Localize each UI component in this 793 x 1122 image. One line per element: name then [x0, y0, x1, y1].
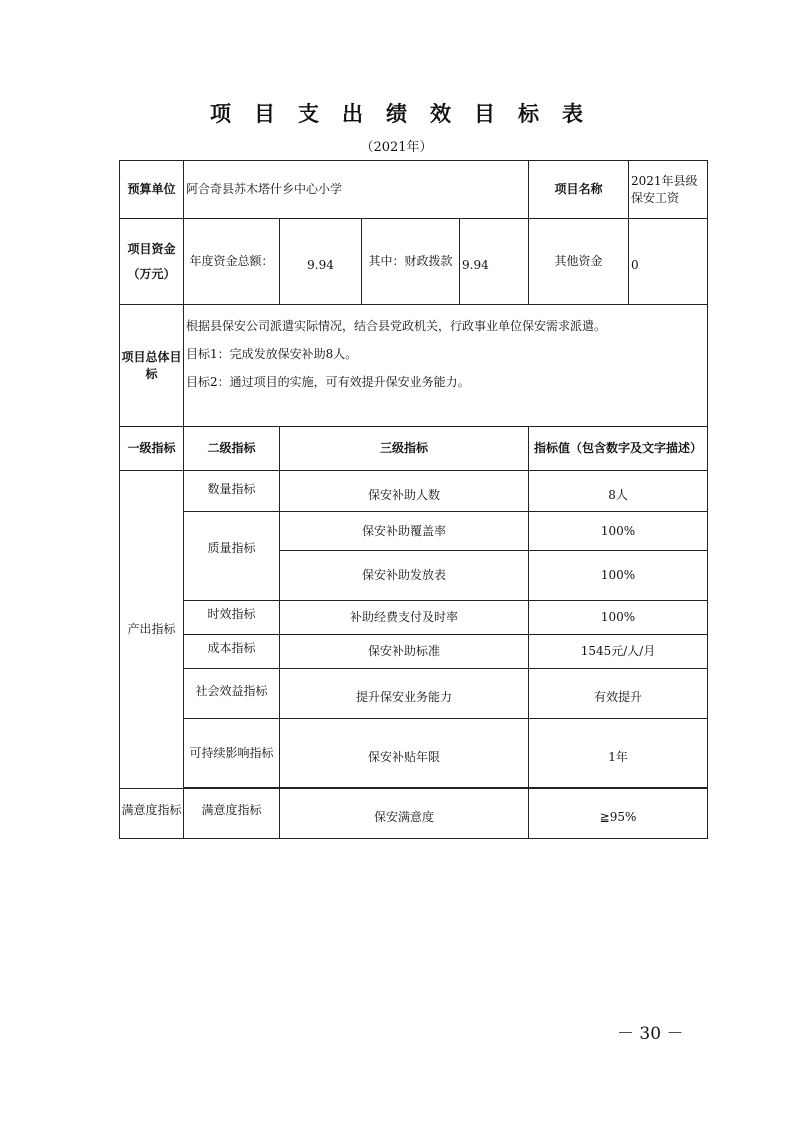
indicator-level2: 可持续影响指标	[184, 719, 280, 788]
goal-line: 目标2：通过项目的实施，可有效提升保安业务能力。	[186, 375, 470, 390]
table-year: （2021年）	[360, 140, 433, 155]
indicator-value: 1年	[529, 719, 708, 788]
funds-label	[120, 219, 184, 305]
indicator-level2: 时效指标	[184, 601, 280, 635]
page-title: 项目支出绩效目标表	[210, 102, 606, 126]
other-funds-value: 0	[629, 219, 708, 305]
indicator-level2: 成本指标	[184, 635, 280, 669]
header-value: 指标值（包含数字及文字描述）	[529, 427, 708, 471]
indicator-value: 有效提升	[529, 669, 708, 719]
project-name-label: 项目名称	[529, 161, 629, 219]
goal-line: 根据县保安公司派遣实际情况，结合县党政机关，行政事业单位保安需求派遣。	[186, 319, 607, 333]
indicator-level2: 质量指标	[184, 512, 280, 601]
budget-unit-label: 预算单位	[120, 161, 184, 219]
project-name-value: 2021年县级保安工资	[629, 161, 708, 219]
header-level3: 三级指标	[280, 427, 529, 471]
page-number: － 30 －	[617, 1024, 684, 1044]
indicator-value: 100%	[529, 601, 708, 635]
indicator-value: 100%	[529, 551, 708, 601]
annual-total-label: 年度资金总额：	[184, 219, 280, 305]
indicator-level3: 保安补贴年限	[280, 719, 529, 788]
header-level2: 二级指标	[184, 427, 280, 471]
header-level1: 一级指标	[120, 427, 184, 471]
funds-label-line1: 项目资金	[127, 242, 176, 257]
indicator-level2: 数量指标	[184, 471, 280, 512]
indicator-level3: 补助经费支付及时率	[280, 601, 529, 635]
annual-total-value: 9.94	[280, 219, 362, 305]
budget-unit-value: 阿合奇县苏木塔什乡中心小学	[184, 161, 529, 219]
satisfaction-level2: 满意度指标	[184, 789, 280, 839]
output-indicator-label: 产出指标	[120, 471, 184, 789]
funds-label-line2: （万元）	[127, 266, 176, 281]
performance-table	[119, 160, 708, 839]
indicator-level3: 保安补助覆盖率	[280, 512, 529, 551]
goal-label: 项目总体目标	[120, 305, 184, 427]
other-funds-label: 其他资金	[529, 219, 629, 305]
satisfaction-level3: 保安满意度	[280, 789, 529, 839]
satisfaction-value: ≧95%	[529, 789, 708, 839]
indicator-level3: 保安补助发放表	[280, 551, 529, 601]
indicator-value: 100%	[529, 512, 708, 551]
indicator-value: 1545元/人/月	[529, 635, 708, 669]
indicator-level2: 社会效益指标	[184, 669, 280, 719]
goal-content	[184, 305, 708, 427]
indicator-level3: 提升保安业务能力	[280, 669, 529, 719]
indicator-level3: 保安补助标准	[280, 635, 529, 669]
indicator-level3: 保安补助人数	[280, 471, 529, 512]
indicator-value: 8人	[529, 471, 708, 512]
goal-line: 目标1：完成发放保安补助8人。	[186, 347, 358, 362]
fiscal-value: 9.94	[460, 219, 529, 305]
satisfaction-level1: 满意度指标	[120, 789, 184, 839]
fiscal-label: 其中：财政拨款	[362, 219, 460, 305]
